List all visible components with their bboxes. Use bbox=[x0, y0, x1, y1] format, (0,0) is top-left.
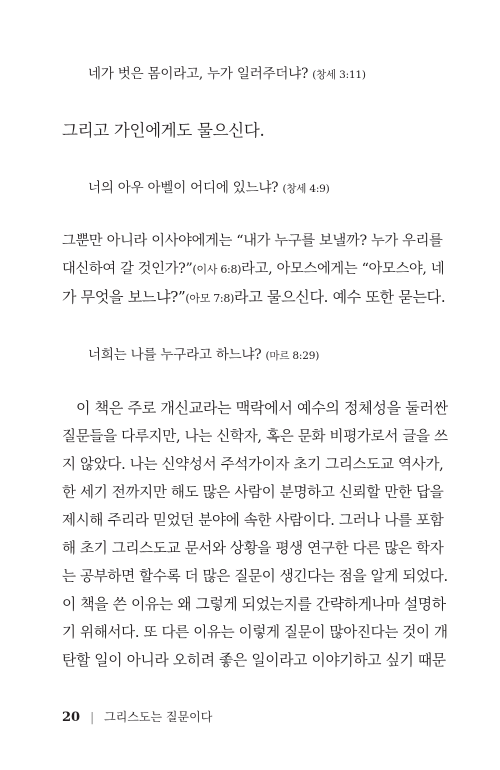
line-text: 라고, 아모스에게는 “아모스야, 네 bbox=[241, 261, 445, 277]
paragraph-line: 질문들을 다루지만, 나는 신학자, 혹은 문화 비평가로서 글을 쓰 bbox=[62, 429, 448, 445]
page-footer bbox=[62, 708, 212, 725]
quote-reference: (창세 3:11) bbox=[312, 69, 366, 81]
footer-separator: | bbox=[90, 710, 95, 724]
quote-text: 너의 아우 아벨이 어디에 있느냐? bbox=[88, 180, 279, 196]
paragraph-line: 해 초기 그리스도교 문서와 상황을 평생 연구한 다른 많은 학자 bbox=[62, 541, 444, 557]
paragraph-line: 한 세기 전까지만 해도 많은 사람이 분명하고 신뢰할 만한 답을 bbox=[62, 485, 444, 501]
line-text: 가 무엇을 보느냐?” bbox=[62, 288, 186, 306]
paragraph-line bbox=[62, 286, 445, 307]
line-text: 라고 물으신다. 예수 또한 묻는다. bbox=[234, 288, 446, 306]
paragraph-line: 이 책을 쓴 이유는 왜 그렇게 되었는지를 간략하게나마 설명하 bbox=[62, 596, 446, 613]
book-title: 그리스도는 질문이다 bbox=[104, 710, 213, 724]
bible-quote-1 bbox=[88, 62, 366, 82]
quote-text: 네가 벗은 몸이라고, 누가 일러주더냐? bbox=[88, 66, 309, 82]
paragraph-line bbox=[62, 258, 444, 278]
bible-quote-2 bbox=[88, 176, 330, 196]
paragraph-line: 그리고 가인에게도 물으신다. bbox=[62, 121, 265, 140]
inline-reference: (이사 6:8) bbox=[192, 263, 242, 276]
paragraph-line: 는 공부하면 할수록 더 많은 질문이 생긴다는 점을 알게 되었다. bbox=[62, 569, 448, 585]
page-number: 20 bbox=[62, 710, 81, 725]
paragraph-line: 기 위해서다. 또 다른 이유는 이렇게 질문이 많아진다는 것이 개 bbox=[62, 625, 448, 641]
line-text: 대신하여 갈 것인가?” bbox=[62, 261, 193, 277]
paragraph-line: 이 책은 주로 개신교라는 맥락에서 예수의 정체성을 둘러싼 bbox=[76, 399, 448, 417]
paragraph-line: 제시해 주리라 믿었던 분야에 속한 사람이다. 그러나 나를 포함 bbox=[62, 513, 444, 529]
inline-reference: (아모 7:8) bbox=[185, 292, 235, 305]
paragraph-line: 지 않았다. 나는 신약성서 주석가이자 초기 그리스도교 역사가, bbox=[62, 457, 444, 473]
quote-reference: (마르 8:29) bbox=[265, 350, 320, 362]
quote-text: 너희는 나를 누구라고 하느냐? bbox=[88, 347, 262, 363]
quote-reference: (창세 4:9) bbox=[282, 183, 330, 195]
paragraph-line: 탄할 일이 아니라 오히려 좋은 일이라고 이야기하고 싶기 때문 bbox=[62, 652, 446, 669]
bible-quote-3 bbox=[88, 343, 319, 363]
paragraph-line: 그뿐만 아니라 이사야에게는 “내가 누구를 보낼까? 누가 우리를 bbox=[62, 233, 443, 249]
